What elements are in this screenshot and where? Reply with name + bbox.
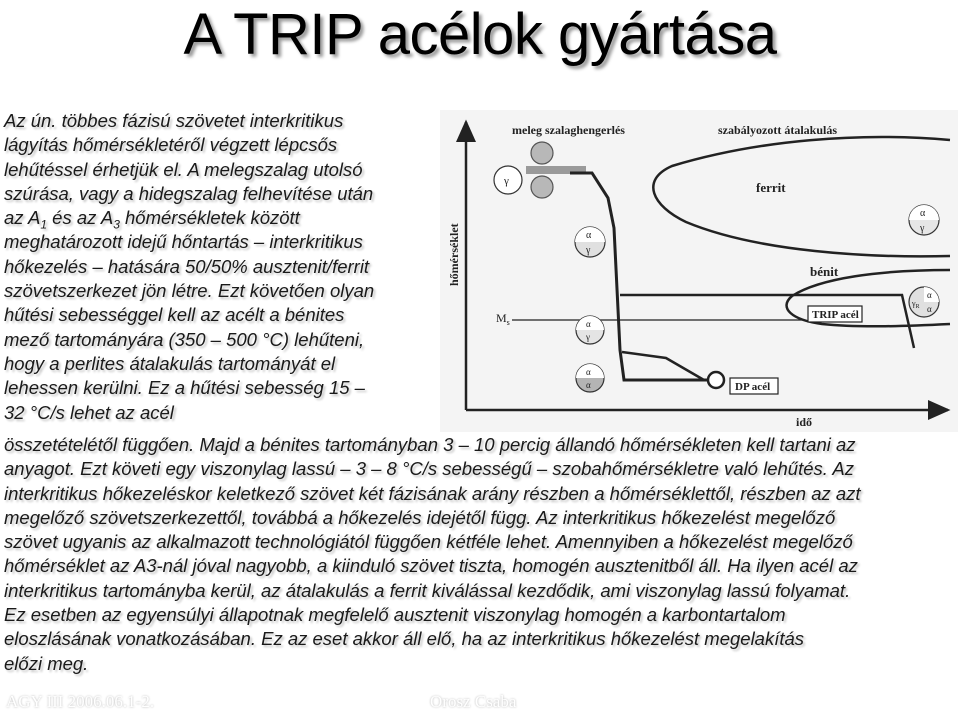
gamma-r-letter: γ [912,299,916,308]
gamma-symbol: γ [586,332,590,342]
time-axis-label: idő [796,415,813,429]
text-line: előzi meg. [4,652,89,674]
body-paragraph [4,433,956,676]
text-line: eloszlásának vonatkozásában. Ez az eset akkor áll elő, ha az interkritikus hőkezelést megelakítás [4,628,805,650]
controlled-transformation-label: szabályozott átalakulás [718,123,838,137]
roller-icon [531,176,553,198]
ms-letter: M [496,311,507,325]
dp-end-marker [708,372,724,388]
text-line: mező tartományára (350 – 500 °C) lehűteni, [4,328,365,350]
slide-title: A TRIP acélok gyártása [183,2,777,67]
footer-course-code: AGY III 2006.06.1-2. [6,692,155,711]
ferrite-austenite-circle-right [909,205,939,235]
gamma-symbol: γ [920,223,925,234]
text-line: szúrása, vagy a hidegszalag felhevítése után [4,182,374,204]
alpha-symbol: α [586,230,592,241]
text-line: összetételétől függően. Majd a bénites tartományban 3 – 10 percig állandó hőmérsékleten kell tartani az [4,434,856,455]
dp-microstructure-circle-upper [576,316,604,344]
text-line: hűtési sebességgel kell az acélt a bénites [4,304,345,326]
temperature-axis-label: hőmérséklet [447,223,461,286]
text-line: lehessen kerülni. Ez a hűtési sebesség 15 – [4,377,365,399]
a-text-1: az A [4,207,41,229]
gamma-symbol: γ [504,175,509,187]
bainite-symbol: α [927,304,932,314]
ferrite-austenite-circle [575,227,605,257]
text-line: Az ún. többes fázisú szövetet interkritikus [4,110,344,131]
gamma-symbol: γ [586,245,591,256]
alpha-symbol: α [586,367,591,377]
text-line: szövet ugyanis az alkalmazott technológiától függően kétféle lehet. Amennyiben a hőkezelést megelőző [4,531,853,553]
text-line: szövetszerkezet jön létre. Ezt követően olyan [4,280,375,302]
text-line: hőkezelés – hatására 50/50% ausztenit/ferrit [4,255,370,277]
a-text-3: hőmérsékletek között [119,207,300,229]
dp-steel-label: DP acél [735,381,771,393]
alpha-symbol: α [920,208,926,219]
text-line: meghatározott idejű hőntartás – interkritikus [4,231,363,253]
text-line: interkritikus hőkezeléskor keletkező szövet két fázisának arány részben a hőmérséklettől, részben az azt [4,482,861,504]
intro-paragraph [4,109,429,425]
a-text-2: és az A [47,207,114,229]
alpha-symbol: α [927,290,932,300]
a1-subscript: 1 [40,217,48,232]
text-line: interkritikus tartományba kerül, az átalakulás a ferrit kiválással kezdődik, ami viszonylag lassú folyamat. [4,579,851,601]
trip-process-diagram [440,110,958,432]
text-line-a1-a3 [4,206,429,230]
text-line: Ez esetben az egyensúlyi állapotnak megfelelő ausztenit viszonylag homogén a karbontartalom [4,604,786,626]
alpha-symbol: α [586,319,591,329]
dp-microstructure-circle-lower [576,364,604,392]
roller-icon [531,142,553,164]
text-line: lehűtéssel érhetjük el. A melegszalag utolsó [4,158,363,180]
text-line: 32 °C/s lehet az acél [4,401,174,423]
footer-author: Orosz Csaba [430,692,517,711]
bainite-label: bénit [810,264,839,279]
martensite-symbol: α [586,380,591,390]
trip-microstructure-circle [909,287,939,317]
trip-steel-label: TRIP acél [812,309,859,321]
text-line: lágyítás hőmérsékletéről végzett lépcsős [4,134,338,156]
text-line: megelőző szövetszerkezettől, továbbá a hőkezelés idejétől függ. Az interkritikus hőkezelést megelőző [4,506,836,528]
hot-rolling-label: meleg szalaghengerlés [512,123,625,137]
ms-subscript: s [506,318,510,327]
a3-subscript: 3 [113,217,120,232]
text-line: anyagot. Ezt követi egy viszonylag lassú – 3 – 8 °C/s sebességű – szobahőmérsékletre való lehűtés. Az [4,458,854,480]
austenite-circle [494,166,522,194]
ferrite-label: ferrit [756,180,786,195]
text-line: hogy a perlites átalakulás tartományát el [4,352,336,374]
gamma-r-subscript: R [915,304,920,310]
text-line: hőmérséklet az A3-nál jóval nagyobb, a kiinduló szövet tiszta, homogén ausztenitből áll. Ha ilyen acél az [4,555,858,577]
